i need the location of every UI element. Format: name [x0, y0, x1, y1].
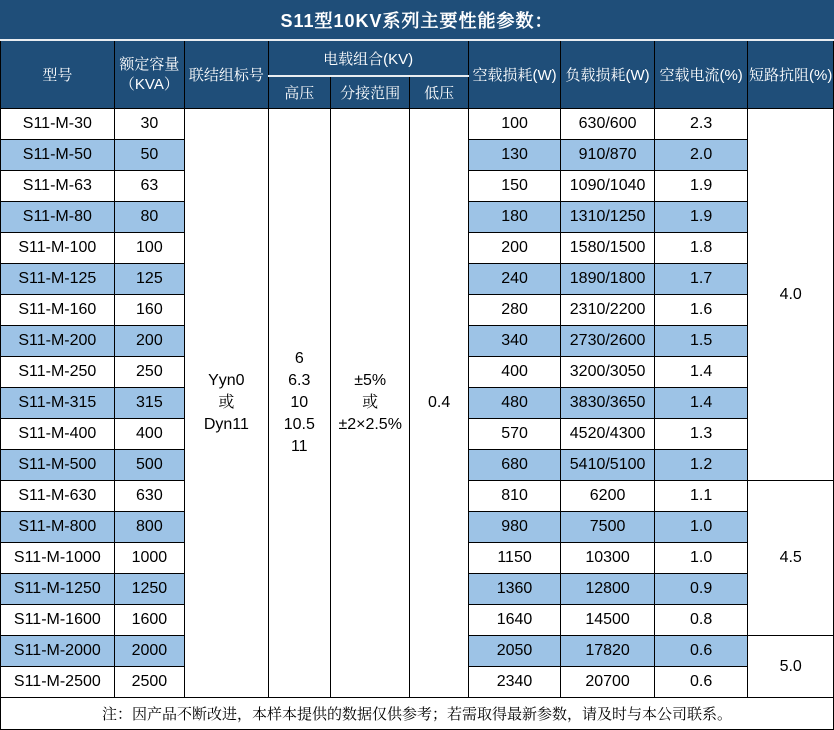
no-load-loss-cell: 340 — [468, 326, 561, 357]
model-cell: S11-M-1600 — [1, 605, 115, 636]
model-cell: S11-M-500 — [1, 450, 115, 481]
capacity-cell: 200 — [114, 326, 184, 357]
load-loss-cell: 7500 — [561, 512, 655, 543]
no-load-current-cell: 1.0 — [654, 543, 748, 574]
page-title: S11型10KV系列主要性能参数： — [1, 1, 834, 41]
no-load-current-cell: 1.9 — [654, 202, 748, 233]
model-cell: S11-M-30 — [1, 109, 115, 140]
capacity-cell: 2000 — [114, 636, 184, 667]
capacity-cell: 50 — [114, 140, 184, 171]
no-load-current-cell: 2.0 — [654, 140, 748, 171]
no-load-loss-cell: 1360 — [468, 574, 561, 605]
model-cell: S11-M-315 — [1, 388, 115, 419]
model-cell: S11-M-1000 — [1, 543, 115, 574]
vector-group-cell-line: 或 — [218, 394, 235, 411]
col-header-capacity — [114, 40, 184, 109]
capacity-cell: 400 — [114, 419, 184, 450]
table-row — [1, 109, 834, 140]
load-loss-cell: 6200 — [561, 481, 655, 512]
lv-voltage-cell: 0.4 — [410, 109, 468, 698]
load-loss-cell: 1090/1040 — [561, 171, 655, 202]
capacity-cell: 1250 — [114, 574, 184, 605]
capacity-cell: 125 — [114, 264, 184, 295]
col-header-load-loss: 负载损耗(W) — [561, 40, 655, 109]
title-row — [1, 1, 834, 41]
hv-voltage-cell-line: 10 — [290, 394, 309, 411]
load-loss-cell: 1580/1500 — [561, 233, 655, 264]
capacity-cell: 800 — [114, 512, 184, 543]
capacity-cell: 630 — [114, 481, 184, 512]
no-load-loss-cell: 810 — [468, 481, 561, 512]
no-load-current-cell: 1.9 — [654, 171, 748, 202]
vector-group-cell-line: Yyn0 — [208, 372, 245, 389]
table-footer — [1, 698, 834, 730]
no-load-current-cell: 1.4 — [654, 388, 748, 419]
capacity-cell: 250 — [114, 357, 184, 388]
no-load-loss-cell: 980 — [468, 512, 561, 543]
model-cell: S11-M-2500 — [1, 667, 115, 698]
no-load-current-cell: 1.6 — [654, 295, 748, 326]
col-header-load-combo: 电载组合(KV) — [268, 40, 468, 76]
vector-group-cell-line: Dyn11 — [203, 416, 249, 433]
no-load-current-cell: 1.3 — [654, 419, 748, 450]
col-header-capacity-line2: （KVA） — [119, 75, 179, 93]
load-loss-cell: 3830/3650 — [561, 388, 655, 419]
impedance-cell: 4.0 — [748, 109, 834, 481]
model-cell: S11-M-2000 — [1, 636, 115, 667]
no-load-current-cell: 0.8 — [654, 605, 748, 636]
load-loss-cell: 1310/1250 — [561, 202, 655, 233]
tap-range-cell-line: 或 — [362, 394, 379, 411]
load-loss-cell: 20700 — [561, 667, 655, 698]
col-header-impedance: 短路抗阻(%) — [748, 40, 834, 109]
model-cell: S11-M-1250 — [1, 574, 115, 605]
capacity-cell: 1000 — [114, 543, 184, 574]
tap-range-cell-line: ±2×2.5% — [338, 416, 402, 433]
no-load-loss-cell: 1640 — [468, 605, 561, 636]
no-load-loss-cell: 2050 — [468, 636, 561, 667]
capacity-cell: 30 — [114, 109, 184, 140]
hv-voltage-cell-line: 6.3 — [288, 372, 311, 389]
no-load-loss-cell: 280 — [468, 295, 561, 326]
no-load-loss-cell: 680 — [468, 450, 561, 481]
capacity-cell: 100 — [114, 233, 184, 264]
no-load-current-cell: 0.6 — [654, 636, 748, 667]
capacity-cell: 63 — [114, 171, 184, 202]
load-loss-cell: 2310/2200 — [561, 295, 655, 326]
capacity-cell: 500 — [114, 450, 184, 481]
no-load-current-cell: 1.0 — [654, 512, 748, 543]
col-header-no-load-current: 空载电流(%) — [654, 40, 748, 109]
col-header-capacity-line1: 额定容量 — [119, 55, 180, 73]
no-load-loss-cell: 480 — [468, 388, 561, 419]
model-cell: S11-M-250 — [1, 357, 115, 388]
load-loss-cell: 5410/5100 — [561, 450, 655, 481]
no-load-current-cell: 0.9 — [654, 574, 748, 605]
no-load-current-cell: 0.6 — [654, 667, 748, 698]
spec-table-body — [1, 109, 834, 698]
model-cell: S11-M-400 — [1, 419, 115, 450]
no-load-current-cell: 1.7 — [654, 264, 748, 295]
capacity-cell: 80 — [114, 202, 184, 233]
impedance-cell: 4.5 — [748, 481, 834, 636]
no-load-loss-cell: 570 — [468, 419, 561, 450]
no-load-loss-cell: 100 — [468, 109, 561, 140]
no-load-loss-cell: 400 — [468, 357, 561, 388]
model-cell: S11-M-100 — [1, 233, 115, 264]
capacity-cell: 315 — [114, 388, 184, 419]
capacity-cell: 1600 — [114, 605, 184, 636]
no-load-loss-cell: 2340 — [468, 667, 561, 698]
no-load-loss-cell: 150 — [468, 171, 561, 202]
vector-group-cell — [185, 109, 269, 698]
no-load-current-cell: 1.8 — [654, 233, 748, 264]
impedance-cell: 5.0 — [748, 636, 834, 698]
capacity-cell: 2500 — [114, 667, 184, 698]
no-load-loss-cell: 240 — [468, 264, 561, 295]
load-loss-cell: 1890/1800 — [561, 264, 655, 295]
load-loss-cell: 2730/2600 — [561, 326, 655, 357]
model-cell: S11-M-50 — [1, 140, 115, 171]
note-text: 注：因产品不断改进，本样本提供的数据仅供参考；若需取得最新参数，请及时与本公司联系。 — [1, 698, 834, 730]
capacity-cell: 160 — [114, 295, 184, 326]
no-load-loss-cell: 200 — [468, 233, 561, 264]
load-loss-cell: 12800 — [561, 574, 655, 605]
model-cell: S11-M-125 — [1, 264, 115, 295]
no-load-current-cell: 1.4 — [654, 357, 748, 388]
table-header — [1, 1, 834, 109]
col-header-no-load-loss: 空载损耗(W) — [468, 40, 561, 109]
load-loss-cell: 10300 — [561, 543, 655, 574]
no-load-current-cell: 1.1 — [654, 481, 748, 512]
model-cell: S11-M-160 — [1, 295, 115, 326]
tap-range-cell-line: ±5% — [354, 372, 387, 389]
no-load-current-cell: 1.5 — [654, 326, 748, 357]
col-header-tap-range: 分接范围 — [330, 76, 409, 109]
col-header-model: 型号 — [1, 40, 115, 109]
load-loss-cell: 14500 — [561, 605, 655, 636]
note-row — [1, 698, 834, 730]
model-cell: S11-M-630 — [1, 481, 115, 512]
header-row-1 — [1, 40, 834, 76]
load-loss-cell: 910/870 — [561, 140, 655, 171]
col-header-lv: 低压 — [410, 76, 468, 109]
no-load-current-cell: 2.3 — [654, 109, 748, 140]
load-loss-cell: 630/600 — [561, 109, 655, 140]
no-load-loss-cell: 1150 — [468, 543, 561, 574]
tap-range-cell — [330, 109, 409, 698]
col-header-hv: 高压 — [268, 76, 330, 109]
hv-voltage-cell-line: 10.5 — [283, 416, 315, 433]
load-loss-cell: 17820 — [561, 636, 655, 667]
no-load-loss-cell: 130 — [468, 140, 561, 171]
load-loss-cell: 4520/4300 — [561, 419, 655, 450]
no-load-current-cell: 1.2 — [654, 450, 748, 481]
model-cell: S11-M-200 — [1, 326, 115, 357]
load-loss-cell: 3200/3050 — [561, 357, 655, 388]
no-load-loss-cell: 180 — [468, 202, 561, 233]
model-cell: S11-M-63 — [1, 171, 115, 202]
model-cell: S11-M-80 — [1, 202, 115, 233]
hv-voltage-cell-line: 6 — [294, 350, 304, 367]
hv-voltage-cell-line: 11 — [290, 438, 308, 455]
hv-voltage-cell — [268, 109, 330, 698]
col-header-vector-group: 联结组标号 — [185, 40, 269, 109]
model-cell: S11-M-800 — [1, 512, 115, 543]
